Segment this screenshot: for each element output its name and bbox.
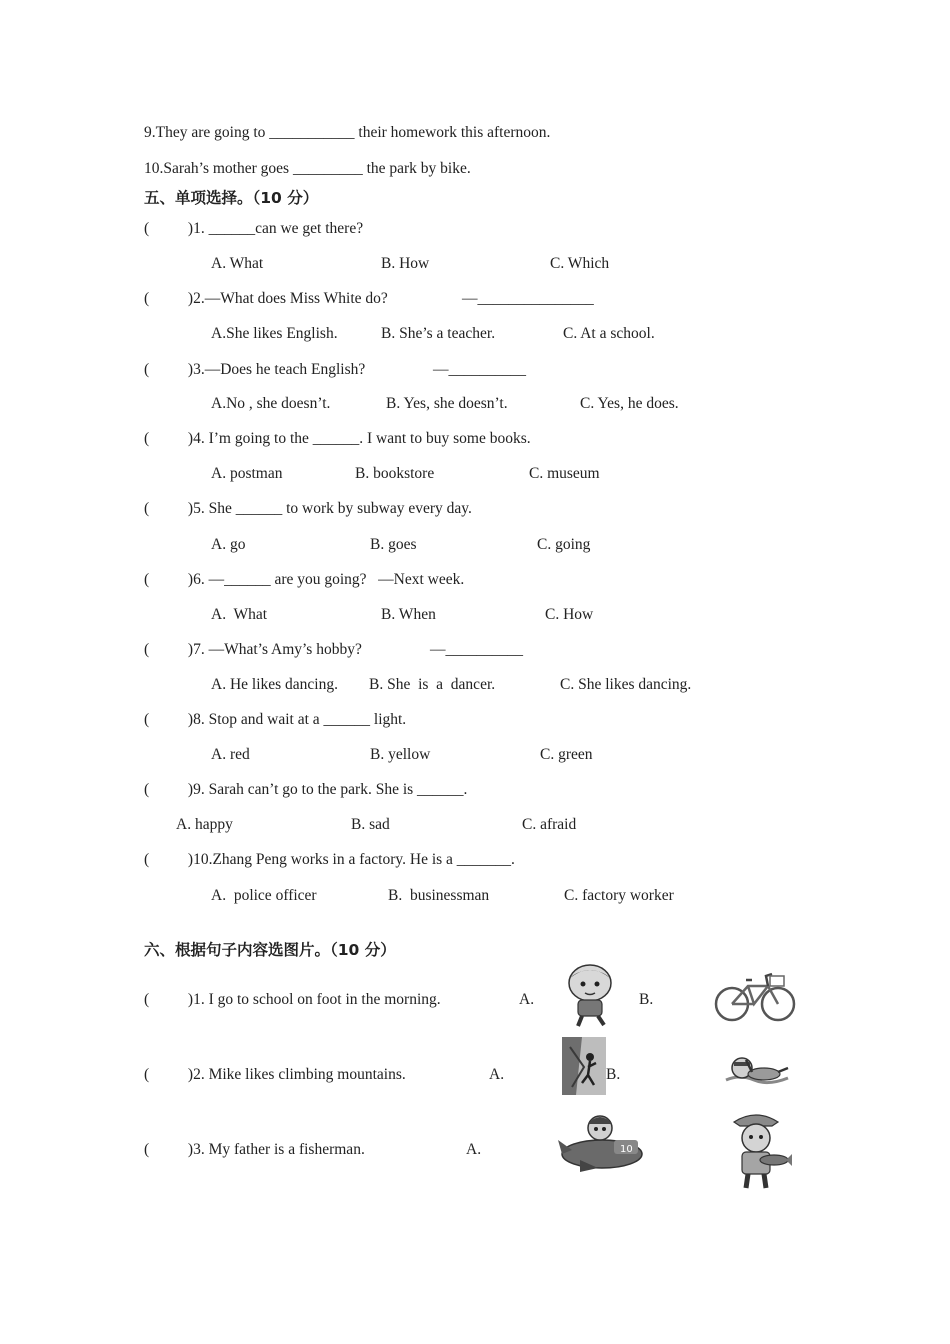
- fill-blank-9: 9.They are going to ___________ their homework this afternoon.: [144, 124, 551, 141]
- option-c: C. green: [540, 746, 593, 763]
- option-a: A. red: [211, 746, 250, 763]
- option-b: B. bookstore: [355, 465, 435, 482]
- question-stem: ( )1. ______can we get there?: [144, 220, 364, 237]
- option-c: C. museum: [529, 465, 600, 482]
- option-b: B. She’s a teacher.: [381, 325, 496, 342]
- picture-label-a: A.: [519, 991, 535, 1008]
- bicycle-icon: [714, 966, 796, 1024]
- picture-label-b: B.: [606, 1066, 621, 1083]
- section-5-title: 五、单项选择。（10 分）: [144, 189, 319, 207]
- option-b: B. Yes, she doesn’t.: [386, 395, 508, 412]
- option-a: A. He likes dancing.: [211, 676, 338, 693]
- answer-blank: —__________: [433, 361, 526, 378]
- option-b: B. businessman: [388, 887, 490, 904]
- option-a: A. happy: [176, 816, 233, 833]
- option-a: A. What: [211, 606, 268, 623]
- boy-walking-icon: [560, 963, 620, 1027]
- option-c: C. How: [545, 606, 594, 623]
- option-a: A. postman: [211, 465, 283, 482]
- question-stem: ( )3.—Does he teach English?: [144, 361, 366, 378]
- question-stem: ( )2.—What does Miss White do?: [144, 290, 388, 307]
- option-a: A.She likes English.: [211, 325, 338, 342]
- option-c: C. going: [537, 536, 591, 553]
- question-stem: ( )8. Stop and wait at a ______ light.: [144, 711, 407, 728]
- question-stem: ( )3. My father is a fisherman.: [144, 1141, 365, 1158]
- section-6-title: 六、根据句子内容选图片。（10 分）: [144, 941, 396, 959]
- question-stem: ( )5. She ______ to work by subway every day.: [144, 500, 472, 517]
- option-a: A. What: [211, 255, 264, 272]
- option-c: C. factory worker: [564, 887, 674, 904]
- picture-label-b: B.: [639, 991, 654, 1008]
- option-b: B. sad: [351, 816, 390, 833]
- picture-label-a: A.: [489, 1066, 505, 1083]
- fill-blank-10: 10.Sarah’s mother goes _________ the park by bike.: [144, 160, 471, 177]
- pilot-plane-icon: [558, 1110, 644, 1180]
- option-b: B. She is a dancer.: [369, 676, 496, 693]
- question-stem: ( )6. —______ are you going? —Next week.: [144, 571, 465, 588]
- answer-blank: —_______________: [462, 290, 594, 307]
- svg-text:10: 10: [620, 1144, 633, 1155]
- option-b: B. When: [381, 606, 436, 623]
- question-stem: ( )2. Mike likes climbing mountains.: [144, 1066, 406, 1083]
- question-stem: ( )7. —What’s Amy’s hobby?: [144, 641, 362, 658]
- question-stem: ( )9. Sarah can’t go to the park. She is ______.: [144, 781, 468, 798]
- option-c: C. At a school.: [563, 325, 655, 342]
- question-stem: ( )1. I go to school on foot in the morning.: [144, 991, 441, 1008]
- swimming-boy-icon: [724, 1052, 790, 1092]
- option-b: B. yellow: [370, 746, 431, 763]
- option-c: C. Which: [550, 255, 610, 272]
- option-c: C. Yes, he does.: [580, 395, 679, 412]
- option-c: C. afraid: [522, 816, 577, 833]
- option-a: A. police officer: [211, 887, 317, 904]
- option-a: A.No , she doesn’t.: [211, 395, 331, 412]
- question-stem: ( )4. I’m going to the ______. I want to buy some books.: [144, 430, 531, 447]
- question-stem: ( )10.Zhang Peng works in a factory. He is a _______.: [144, 851, 515, 868]
- option-b: B. How: [381, 255, 430, 272]
- answer-blank: —__________: [430, 641, 523, 658]
- option-a: A. go: [211, 536, 246, 553]
- option-c: C. She likes dancing.: [560, 676, 692, 693]
- picture-label-a: A.: [466, 1141, 482, 1158]
- rock-climbing-icon: [562, 1037, 606, 1095]
- option-b: B. goes: [370, 536, 417, 553]
- fisherman-icon: [722, 1110, 792, 1192]
